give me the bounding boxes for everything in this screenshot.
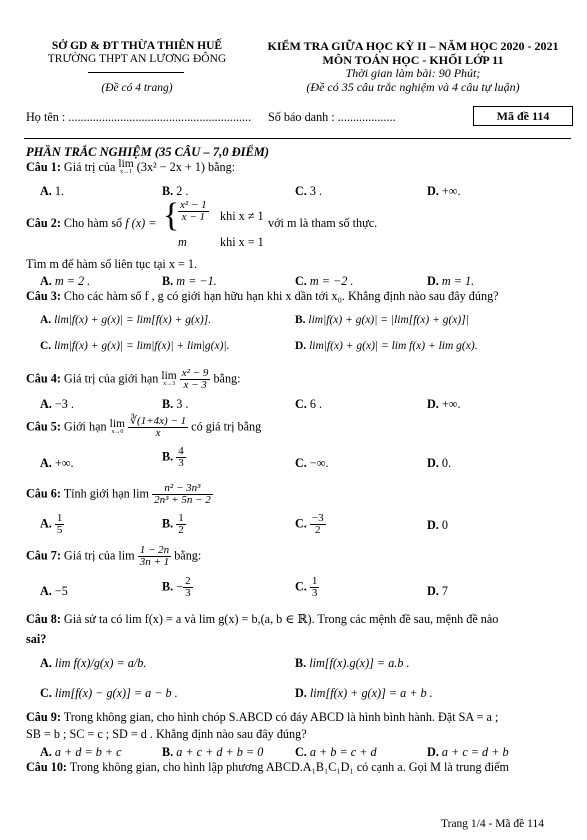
exam-structure: (Đề có 35 câu trắc nghiệm và 4 câu tự luận) [306, 79, 520, 94]
q2-case-2: m [178, 235, 187, 249]
question-8: Câu 8: Giả sử ta có lim f(x) = a và lim g(x) = b,(a, b ∈ ℝ). Trong các mệnh đề sau, mệnh đề nào [26, 612, 499, 626]
question-6: Câu 6: Tính giới hạn lim $\frac{\text{n² − 3n³}}{\text{2n³ + 5n − 2}}$ [26, 482, 211, 506]
q5-option-a[interactable]: A. +∞. [40, 456, 74, 470]
question-10: Câu 10: Trong không gian, cho hình lập phương ABCD.A₁B₁C₁D₁ có cạnh a. Gọi M là trung điểm [26, 760, 509, 774]
q2-case-2-cond: khi x = 1 [220, 235, 264, 249]
q4-option-d[interactable]: D. +∞. [427, 397, 461, 411]
question-text-end: bằng: [208, 160, 236, 174]
header-right [258, 40, 568, 94]
q7-option-b[interactable]: B. − $\frac{2}{3}$ [162, 575, 191, 599]
question-7: Câu 7: Giá trị của lim $\frac{1 - 2n}{3n + 1}$ bằng: [26, 544, 202, 568]
q8-option-d[interactable]: D. lim[f(x) + g(x)] = a + b . [295, 686, 433, 700]
q9-option-b[interactable]: B. a + c + d + b = 0 [162, 745, 264, 759]
question-text: Giá trị của [63, 160, 116, 174]
question-3: Câu 3: Cho các hàm số f , g có giới hạn hữu hạn khi x dần tới x₀. Khẳng định nào sau đây đúng? [26, 289, 499, 303]
q7-option-c[interactable]: C. $\frac{1}{3}$ [295, 575, 318, 599]
q1-option-c[interactable]: C. 3 . [295, 184, 323, 198]
question-2: Câu 2: Cho hàm số f (x) = [26, 216, 157, 230]
q5-option-b[interactable]: B. $\frac{4}{3}$ [162, 445, 184, 469]
question-5: Câu 5: Giới hạn lim x→0 $\frac{∛(1+4x) - 1}{x}$ có giá trị bằng [26, 415, 262, 439]
q7-option-d[interactable]: D. 7 [427, 584, 448, 598]
question-number: Câu 1: [26, 160, 61, 174]
q3-option-a[interactable]: A. lim|f(x) + g(x)| = lim[f(x) + g(x)]. [40, 314, 212, 326]
q4-option-b[interactable]: B. 3 . [162, 397, 189, 411]
question-9: Câu 9: Trong không gian, cho hình chóp S.ABCD có đáy ABCD là hình bình hành. Đặt SA = a ; [26, 710, 499, 724]
student-id-field: Số báo danh : ................... [268, 110, 396, 124]
q8-option-b[interactable]: B. lim[f(x).g(x)] = a.b . [295, 656, 410, 670]
time-limit: Thời gian làm bài: 90 Phút; [345, 66, 481, 80]
q6-option-d[interactable]: D. 0 [427, 518, 448, 532]
section-divider [24, 138, 571, 139]
department: SỞ GD & ĐT THỪA THIÊN HUẾ [51, 40, 223, 52]
q5-option-d[interactable]: D. 0. [427, 456, 452, 470]
q1-option-d[interactable]: D. +∞. [427, 184, 461, 198]
q6-option-b[interactable]: B. $\frac{1}{2}$ [162, 512, 184, 536]
exam-title: KIỂM TRA GIỮA HỌC KỲ II – NĂM HỌC 2020 - 2021 [267, 39, 559, 53]
q2-case-1-cond: khi x ≠ 1 [220, 209, 264, 223]
q3-option-b[interactable]: B. lim|f(x) + g(x)| = |lim[f(x) + g(x)]| [295, 314, 469, 326]
school-name: TRƯỜNG THPT AN LƯƠNG ĐÔNG [47, 53, 227, 65]
limit-symbol: lim x→1 [118, 158, 134, 176]
name-field: Họ tên : ............................................................ [26, 110, 252, 124]
q9-option-a[interactable]: A. a + d = b + c [40, 745, 122, 759]
q1-option-b[interactable]: B. 2 . [162, 184, 189, 198]
q2-case-1: $\frac{\text{x² − 1}}{x - 1}$ [180, 199, 207, 223]
question-1 [26, 160, 235, 176]
brace: { [163, 197, 180, 234]
q2-option-a[interactable]: A. m = 2 . [40, 274, 91, 288]
question-4: Câu 4: Giá trị của giới hạn lim x→3 $\frac{\text{x² − 9}}{x - 3}$ bằng: [26, 367, 241, 391]
q2-option-c[interactable]: C. m = −2 . [295, 274, 354, 288]
q3-option-c[interactable]: C. lim|f(x) + g(x)| = lim|f(x)| + lim|g(x)|. [40, 340, 230, 352]
q8-line-2: sai? [26, 632, 47, 646]
page-count: (Đề có 4 trang) [101, 82, 173, 94]
q4-option-a[interactable]: A. −3 . [40, 397, 74, 411]
q8-option-a[interactable]: A. lim f(x)/g(x) = a/b. [40, 656, 147, 670]
q5-option-c[interactable]: C. −∞. [295, 456, 329, 470]
header-left [22, 40, 252, 66]
q8-option-c[interactable]: C. lim[f(x) − g(x)] = a − b . [40, 686, 178, 700]
q9-option-c[interactable]: C. a + b = c + d [295, 745, 377, 759]
q2-line-2: Tìm m để hàm số liên tục tại x = 1. [26, 257, 198, 271]
q7-option-a[interactable]: A. −5 [40, 584, 68, 598]
subject: MÔN TOÁN HỌC - KHỐI LỚP 11 [322, 52, 504, 67]
expression: (3x² − 2x + 1) [136, 160, 205, 174]
q6-option-c[interactable]: C. $\frac{-3}{2}$ [295, 512, 324, 536]
q2-option-d[interactable]: D. m = 1. [427, 274, 475, 288]
section-title: PHẦN TRẮC NGHIỆM (35 CÂU – 7,0 ĐIỂM) [26, 145, 270, 159]
divider [88, 72, 184, 73]
q6-option-a[interactable]: A. $\frac{1}{5}$ [40, 512, 63, 536]
exam-code: Mã đề 114 [473, 106, 573, 126]
q1-option-a[interactable]: A. 1. [40, 184, 65, 198]
page-footer: Trang 1/4 - Mã đề 114 [441, 818, 544, 830]
q9-line-2: SB = b ; SC = c ; SD = d . Khẳng định nào sau đây đúng? [26, 727, 307, 741]
q4-option-c[interactable]: C. 6 . [295, 397, 323, 411]
q2-text-end: với m là tham số thực. [268, 216, 378, 230]
q2-option-b[interactable]: B. m = −1. [162, 274, 217, 288]
q9-option-d[interactable]: D. a + c = d + b [427, 745, 509, 759]
q3-option-d[interactable]: D. lim|f(x) + g(x)| = lim f(x) + lim g(x). [295, 340, 478, 352]
